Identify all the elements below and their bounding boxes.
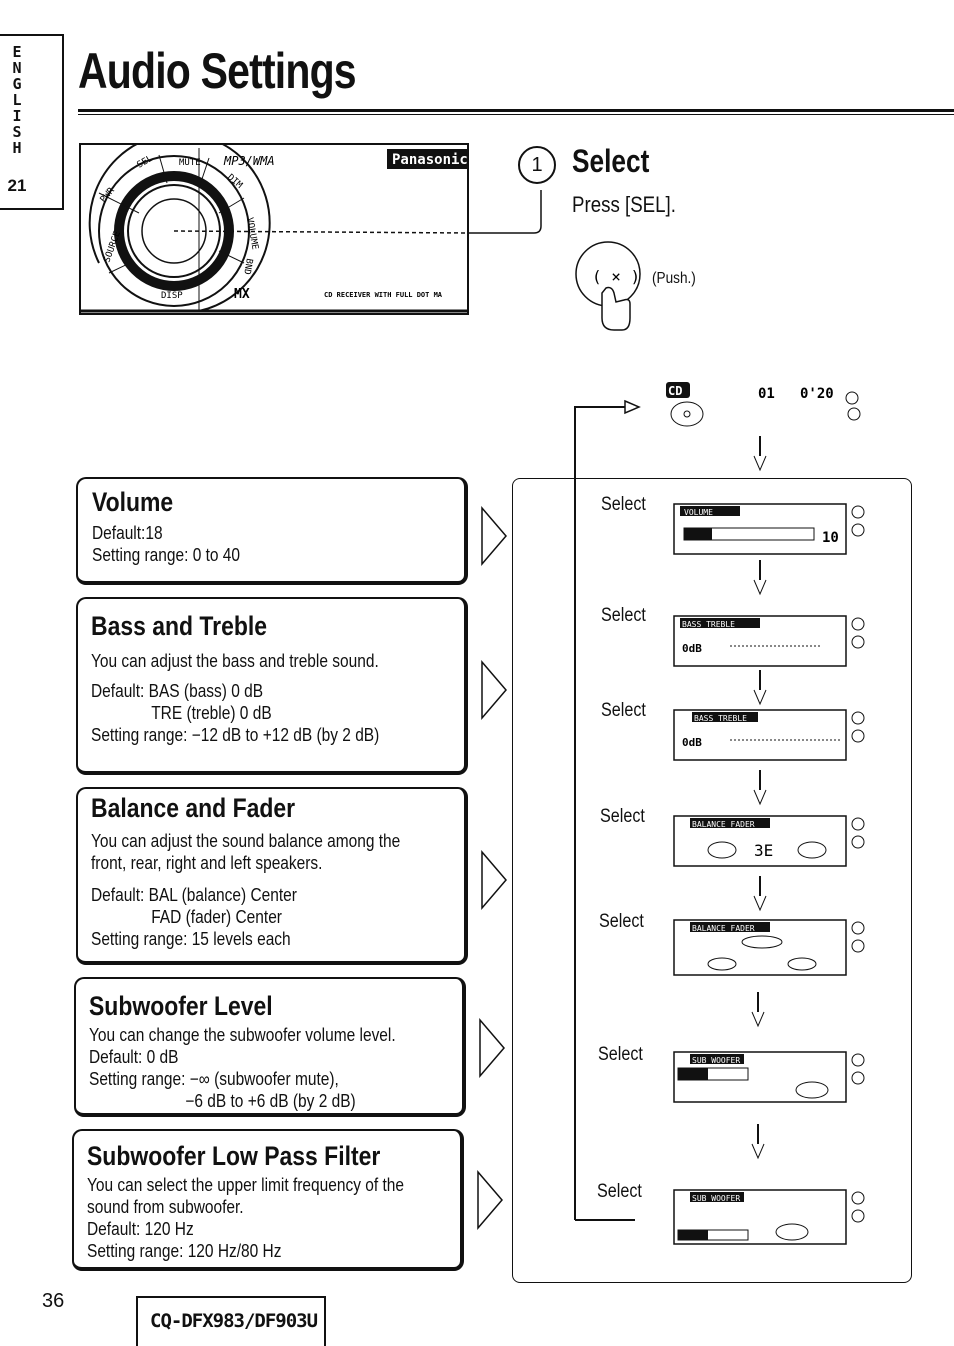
down-arrow-icon [752, 436, 768, 472]
display-treble-label: BASS TREBLE [694, 714, 747, 723]
page-title: Audio Settings [78, 43, 356, 99]
radio-disp-label: DISP [161, 291, 183, 301]
section-balance-fader [76, 787, 468, 965]
pointer-triangle-icon [480, 850, 510, 910]
radio-volume-label: VOLUME [244, 216, 260, 251]
section-subwoofer-lpf-range: Setting range: 120 Hz/80 Hz [87, 1241, 282, 1261]
display-volume-value: 10 [822, 530, 839, 546]
section-volume-default: Default:18 [92, 523, 163, 543]
down-arrow-icon [752, 876, 768, 912]
section-bass-treble [76, 597, 468, 775]
section-balance-fader-desc-1: You can adjust the sound balance among the [91, 831, 401, 851]
radio-mute-label: MUTE [179, 158, 201, 168]
display-cd [662, 372, 872, 434]
section-volume [76, 477, 468, 585]
down-arrow-icon [750, 1124, 766, 1160]
push-label: (Push.) [652, 270, 696, 287]
section-subwoofer-level-range-2: −6 dB to +6 dB (by 2 dB) [185, 1091, 356, 1111]
select-label: Select [599, 911, 644, 932]
select-label: Select [598, 1044, 643, 1065]
step-1-instruction: Press [SEL]. [572, 192, 676, 217]
display-bass-value: 0dB [682, 642, 702, 655]
display-balance-fader [662, 806, 872, 872]
section-volume-range: Setting range: 0 to 40 [92, 545, 241, 565]
display-volume [662, 494, 872, 560]
radio-pwr-label: PWR [98, 186, 117, 205]
down-arrow-icon [750, 992, 766, 1028]
language-tab-letters: E N G L I S H [12, 43, 22, 157]
radio-dim-label: DIM [225, 172, 244, 191]
display-treble-value: 0dB [682, 736, 702, 749]
pointer-triangle-icon [478, 1018, 508, 1078]
radio-brand: Panasonic [392, 152, 468, 168]
radio-footer-text: CD RECEIVER WITH FULL DOT MA [324, 291, 443, 299]
section-balance-fader-range: Setting range: 15 levels each [91, 929, 291, 949]
select-label: Select [601, 494, 646, 515]
radio-mx-logo: MX [234, 287, 250, 302]
display-balance-label: BALANCE FADER [692, 820, 755, 829]
section-balance-fader-default: Default: BAL (balance) Center [91, 885, 297, 905]
section-subwoofer-level-title: Subwoofer Level [89, 991, 273, 1021]
section-balance-fader-default-fader: FAD (fader) Center [151, 907, 282, 927]
display-fader-label: BALANCE FADER [692, 924, 755, 933]
mode-flow-panel [512, 478, 912, 1283]
radio-bnd-label: BND [241, 257, 254, 276]
display-cd-label: CD [668, 384, 683, 398]
display-bass-treble-2 [662, 700, 872, 766]
model-number: CQ-DFX983/DF903U [150, 1310, 318, 1332]
display-subwoofer-level [662, 1042, 872, 1108]
display-balance-fader-2 [662, 910, 872, 976]
section-balance-fader-desc-2: front, rear, right and left speakers. [91, 853, 323, 873]
section-subwoofer-level-default: Default: 0 dB [89, 1047, 179, 1067]
section-volume-title: Volume [92, 487, 174, 517]
section-subwoofer-level-desc: You can change the subwoofer volume level. [89, 1025, 396, 1045]
select-label: Select [597, 1181, 642, 1202]
display-track: 01 [758, 386, 775, 402]
section-subwoofer-lpf-desc-1: You can select the upper limit frequency of the [87, 1175, 404, 1195]
select-label: Select [600, 806, 645, 827]
section-subwoofer-level [74, 977, 466, 1117]
section-subwoofer-lpf-title: Subwoofer Low Pass Filter [87, 1141, 381, 1171]
display-subwoofer-lpf [662, 1180, 872, 1246]
section-subwoofer-level-range: Setting range: −∞ (subwoofer mute), [89, 1069, 339, 1089]
svg-text:( × ): ( × ) [592, 267, 641, 286]
radio-sel-label: SEL [135, 153, 155, 171]
select-label: Select [601, 700, 646, 721]
display-volume-label: VOLUME [684, 508, 713, 517]
section-balance-fader-title: Balance and Fader [91, 793, 296, 823]
title-divider-thin [78, 114, 954, 115]
section-bass-treble-range: Setting range: −12 dB to +12 dB (by 2 dB) [91, 725, 380, 745]
step-1-title: Select [572, 143, 650, 179]
display-bass-label: BASS TREBLE [682, 620, 735, 629]
svg-text:3E: 3E [754, 841, 774, 860]
section-bass-treble-default: Default: BAS (bass) 0 dB [91, 681, 264, 701]
title-divider [78, 109, 954, 112]
section-bass-treble-desc: You can adjust the bass and treble sound. [91, 651, 379, 671]
select-label: Select [601, 605, 646, 626]
radio-source-label: SOURCE [102, 230, 123, 265]
step-1-badge: 1 [518, 146, 556, 184]
push-knob-icon [572, 238, 652, 334]
pointer-triangle-icon [480, 506, 510, 566]
display-subwoofer-label: SUB WOOFER [692, 1056, 741, 1065]
display-bass-treble [662, 606, 872, 672]
pointer-triangle-icon [476, 1170, 506, 1230]
down-arrow-icon [752, 770, 768, 806]
language-tab-number: 21 [7, 176, 27, 195]
pointer-triangle-icon [480, 660, 510, 720]
page-number: 36 [42, 1290, 65, 1312]
section-bass-treble-default-treble: TRE (treble) 0 dB [151, 703, 272, 723]
section-subwoofer-lpf [72, 1129, 464, 1271]
section-bass-treble-title: Bass and Treble [91, 611, 268, 641]
section-subwoofer-lpf-desc-2: sound from subwoofer. [87, 1197, 244, 1217]
radio-faceplate-illustration [79, 143, 469, 315]
display-time: 0'20 [800, 386, 834, 402]
callout-line [469, 160, 549, 236]
display-lpf-label: SUB WOOFER [692, 1194, 741, 1203]
section-subwoofer-lpf-default: Default: 120 Hz [87, 1219, 194, 1239]
radio-badge: MP3/WMA [224, 154, 275, 168]
down-arrow-icon [752, 560, 768, 596]
